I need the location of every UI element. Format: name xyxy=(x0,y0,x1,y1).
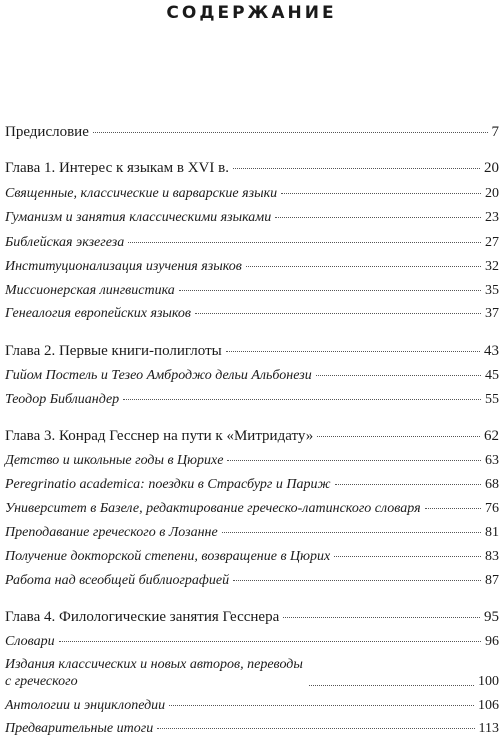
toc-entry-title: Генеалогия европейских языков xyxy=(5,306,192,321)
dot-leader xyxy=(316,375,481,376)
dot-leader xyxy=(275,217,481,218)
toc-entry-title: Работа над всеобщей библиографией xyxy=(5,573,230,588)
toc-entry-page: 45 xyxy=(485,368,499,383)
toc-entry-title: Peregrinatio academica: поездки в Страсбург и Париж xyxy=(5,477,331,492)
toc-entry-page: 113 xyxy=(478,721,499,736)
dot-leader xyxy=(195,313,481,314)
toc-entry xyxy=(5,124,499,141)
toc-entry-title: Гуманизм и занятия классическими языками xyxy=(5,210,272,225)
toc-entry xyxy=(5,720,499,737)
dot-leader xyxy=(246,266,481,267)
toc-entry-page: 63 xyxy=(485,453,499,468)
toc-entry xyxy=(5,160,499,177)
toc-entry-title: Преподавание греческого в Лозанне xyxy=(5,525,218,540)
dot-leader xyxy=(317,436,480,437)
toc-entry-title: Глава 4. Филологические занятия Гесснера xyxy=(5,609,280,625)
toc-entry-page: 83 xyxy=(485,549,499,564)
toc-entry-page: 37 xyxy=(485,306,499,321)
dot-leader xyxy=(179,290,481,291)
dot-leader xyxy=(281,193,481,194)
toc-entry xyxy=(5,391,499,408)
toc-entry-title: Предварительные итоги xyxy=(5,721,154,736)
toc-entry xyxy=(5,524,499,541)
toc-entry-page: 68 xyxy=(485,477,499,492)
toc-entry xyxy=(5,476,499,493)
toc-entry-page: 23 xyxy=(485,210,499,225)
toc-entry-title: Университет в Базеле, редактирование греческо-латинского словаря xyxy=(5,501,421,516)
toc-entry xyxy=(5,282,499,299)
toc-entry-page: 100 xyxy=(478,674,499,689)
toc-entry-title: Получение докторской степени, возвращение в Цюрих xyxy=(5,549,331,564)
dot-leader xyxy=(157,728,474,729)
toc-entry-title: Глава 3. Конрад Гесснер на пути к «Митридату» xyxy=(5,428,314,444)
toc-entry xyxy=(5,343,499,360)
toc-entry-title: Институционализация изучения языков xyxy=(5,259,242,274)
dot-leader xyxy=(309,685,474,686)
toc-entry xyxy=(5,452,499,469)
dot-leader xyxy=(169,705,474,706)
dot-leader xyxy=(283,617,480,618)
toc-entry-page: 32 xyxy=(485,259,499,274)
toc-entry-page: 43 xyxy=(484,343,499,359)
toc-entry xyxy=(5,209,499,226)
toc-entry-title: Священные, классические и варварские языки xyxy=(5,186,278,201)
toc-entry xyxy=(5,258,499,275)
dot-leader xyxy=(425,508,481,509)
toc-entry-page: 20 xyxy=(484,160,499,176)
toc-entry-page: 81 xyxy=(485,525,499,540)
page-title: СОДЕРЖАНИЕ xyxy=(166,3,337,23)
toc-entry-title: Миссионерская лингвистика xyxy=(5,283,175,298)
toc-entry xyxy=(5,367,499,384)
toc-entry-page: 27 xyxy=(485,235,499,250)
toc-entry-title: Глава 1. Интерес к языкам в XVI в. xyxy=(5,160,229,176)
dot-leader xyxy=(222,532,481,533)
dot-leader xyxy=(335,484,482,485)
dot-leader xyxy=(128,242,481,243)
toc-entry xyxy=(5,633,499,650)
toc-entry xyxy=(5,428,499,445)
dot-leader xyxy=(226,351,480,352)
toc-entry-title: Детство и школьные годы в Цюрихе xyxy=(5,453,224,468)
dot-leader xyxy=(233,580,481,581)
toc-entry xyxy=(5,656,499,690)
toc-entry xyxy=(5,305,499,322)
dot-leader xyxy=(123,399,481,400)
toc-entry-title: Издания классических и новых авторов, переводы с греческого xyxy=(5,657,303,689)
toc-entry xyxy=(5,548,499,565)
toc-entry-page: 96 xyxy=(485,634,499,649)
dot-leader xyxy=(59,641,481,642)
toc-entry-page: 7 xyxy=(491,124,499,140)
toc-entry-page: 20 xyxy=(485,186,499,201)
toc-entry-title: Библейская экзегеза xyxy=(5,235,125,250)
toc-entry-page: 87 xyxy=(485,573,499,588)
dot-leader xyxy=(233,168,480,169)
toc-entry-title: Словари xyxy=(5,634,55,649)
dot-leader xyxy=(334,556,481,557)
toc-entry-title: Гийом Постель и Тезео Амброджо дельи Альбонези xyxy=(5,368,312,383)
toc-entry-page: 95 xyxy=(484,609,499,625)
toc-entry xyxy=(5,185,499,202)
toc-entry-page: 62 xyxy=(484,428,499,444)
toc-entry xyxy=(5,572,499,589)
toc-entry-page: 35 xyxy=(485,283,499,298)
toc-entry xyxy=(5,609,499,626)
dot-leader xyxy=(227,460,481,461)
toc-entry xyxy=(5,697,499,714)
toc-entry-page: 55 xyxy=(485,392,499,407)
toc-entry xyxy=(5,500,499,517)
toc-entry-title: Глава 2. Первые книги-полиглоты xyxy=(5,343,222,359)
toc-entry xyxy=(5,234,499,251)
toc-entry-title: Предисловие xyxy=(5,124,89,140)
toc-entry-title: Антологии и энциклопедии xyxy=(5,698,166,713)
dot-leader xyxy=(93,132,488,133)
toc-entry-page: 106 xyxy=(478,698,499,713)
toc-entry-title: Теодор Библиандер xyxy=(5,392,120,407)
toc-entry-page: 76 xyxy=(485,501,499,516)
